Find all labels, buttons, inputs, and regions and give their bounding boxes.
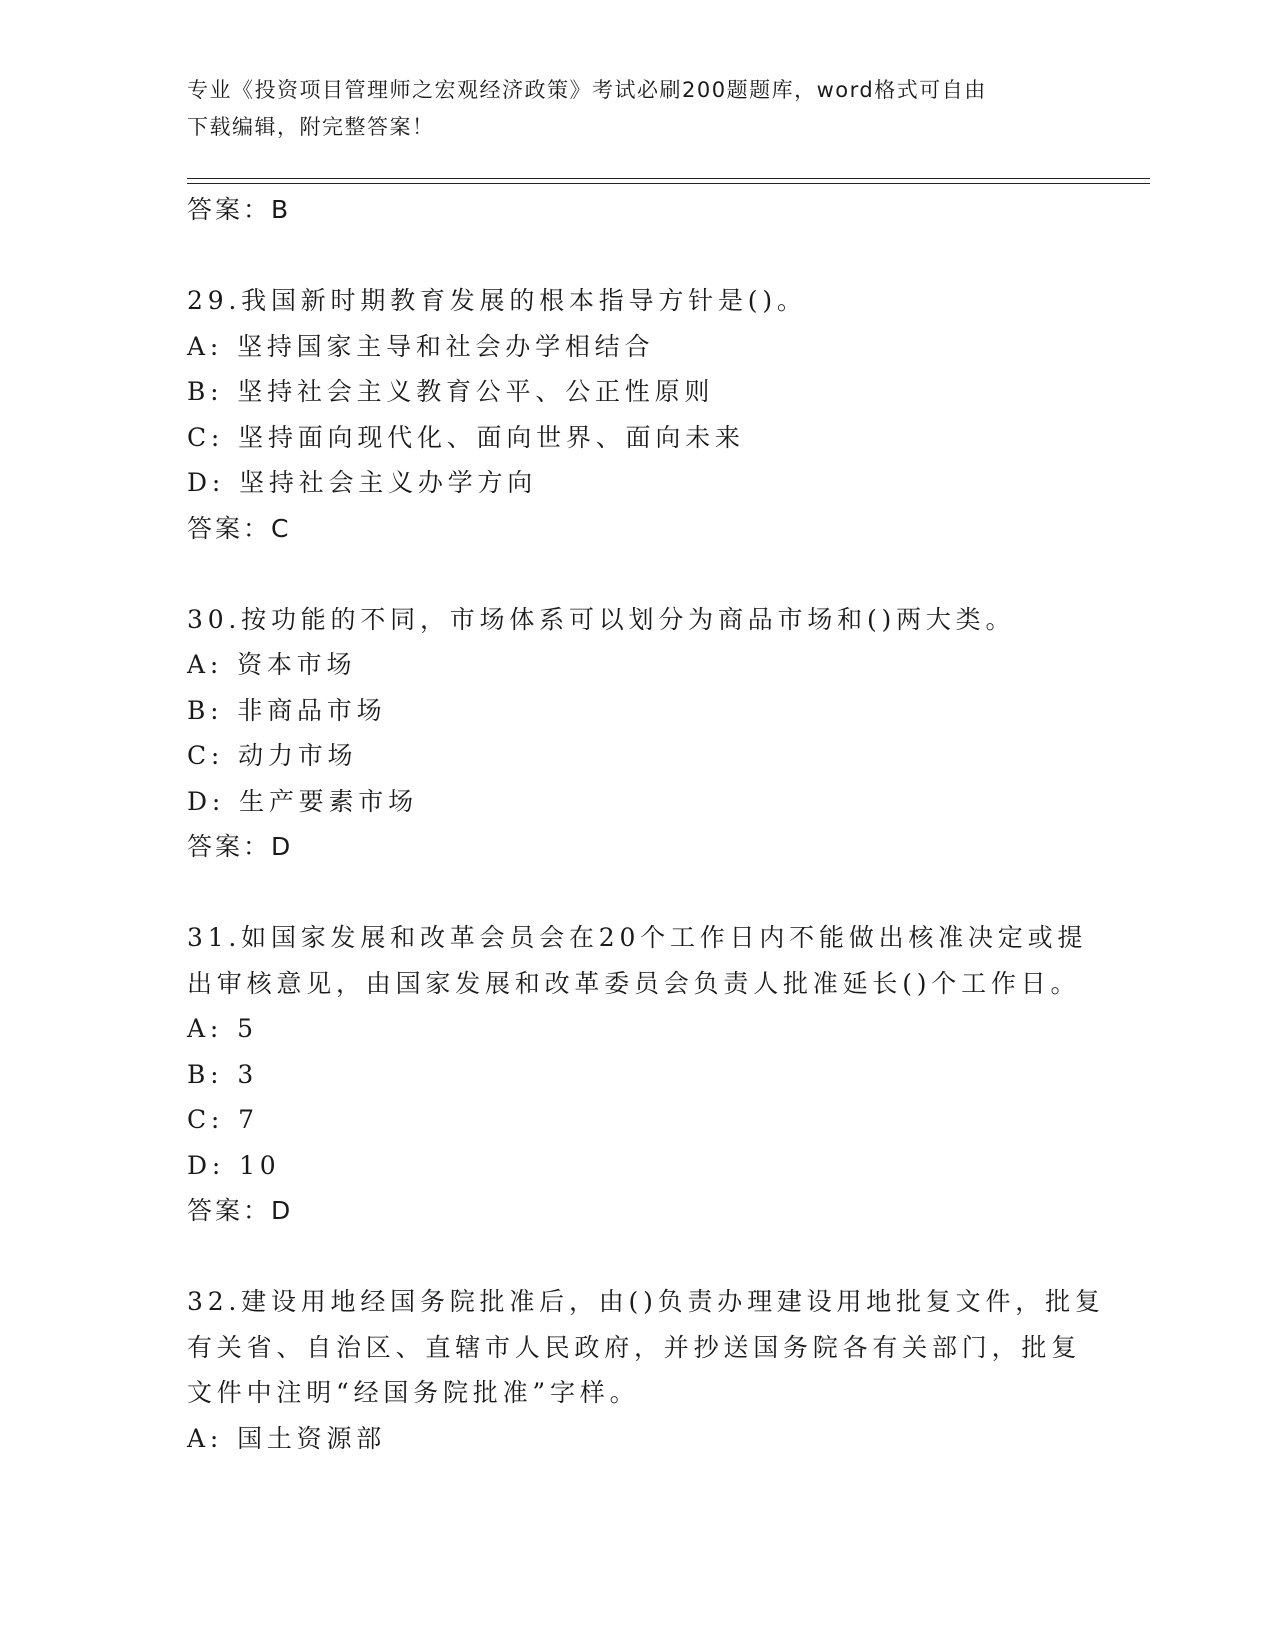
option-text: 3 <box>237 1059 259 1089</box>
option-label: C: <box>187 741 225 770</box>
answer-line: 答案：C <box>187 513 292 543</box>
question-block <box>187 597 1087 870</box>
option-text: 动力市场 <box>238 741 358 770</box>
option-d <box>187 1143 1087 1189</box>
option-label: C: <box>187 1105 225 1134</box>
option-text: 非商品市场 <box>237 695 387 725</box>
option-b <box>187 369 1087 415</box>
option-text: 资本市场 <box>237 650 357 679</box>
question-text: 31.如国家发展和改革会员会在20个工作日内不能做出核准决定或提 <box>187 923 1088 952</box>
spacer <box>187 233 1087 279</box>
option-text: 生产要素市场 <box>239 786 418 816</box>
option-label: B: <box>187 377 224 406</box>
spacer <box>187 1234 1087 1280</box>
question-text: 30.按功能的不同，市场体系可以划分为商品市场和()两大类。 <box>187 604 1016 634</box>
option-text: 国土资源部 <box>237 1423 387 1453</box>
option-text: 5 <box>237 1014 258 1043</box>
option-text: 坚持社会主义办学方向 <box>239 468 538 497</box>
option-text: 7 <box>238 1105 259 1134</box>
option-label: D: <box>187 1150 226 1180</box>
option-d <box>187 460 1087 506</box>
option-text: 10 <box>239 1150 281 1180</box>
option-a <box>187 324 1087 370</box>
answer-line: 答案：B <box>187 195 292 224</box>
question-text-continued: 出审核意见，由国家发展和改革委员会负责人批准延长()个工作日。 <box>187 968 1081 998</box>
spacer <box>187 870 1087 916</box>
option-c <box>187 733 1087 779</box>
answer-line: 答案：D <box>187 832 294 861</box>
option-label: A: <box>187 1423 224 1453</box>
question-text: 29.我国新时期教育发展的根本指导方针是()。 <box>187 286 807 315</box>
option-label: A: <box>187 650 224 679</box>
option-label: B: <box>187 695 224 725</box>
option-b <box>187 1052 1087 1098</box>
question-text-continued: 有关省、自治区、直辖市人民政府，并抄送国务院各有关部门，批复 <box>187 1332 1082 1362</box>
option-b <box>187 688 1087 734</box>
question-text: 32.建设用地经国务院批准后，由()负责办理建设用地批复文件，批复 <box>187 1287 1105 1316</box>
question-text-continued: 文件中注明“经国务院批准”字样。 <box>187 1378 640 1407</box>
option-a <box>187 642 1087 688</box>
option-label: D: <box>187 786 226 816</box>
option-label: D: <box>187 468 226 497</box>
question-block <box>187 915 1087 1234</box>
option-text: 坚持社会主义教育公平、公正性原则 <box>237 377 715 406</box>
option-a <box>187 1416 1087 1462</box>
question-block <box>187 1279 1105 1461</box>
option-d <box>187 779 1087 825</box>
option-label: C: <box>187 422 225 452</box>
answer-line: 答案：D <box>187 1196 294 1225</box>
option-a <box>187 1006 1087 1052</box>
question-list <box>187 187 1105 1461</box>
option-label: A: <box>187 1014 224 1043</box>
question-block <box>187 278 1087 551</box>
header-rule-bottom <box>187 183 1150 184</box>
option-text: 坚持面向现代化、面向世界、面向未来 <box>238 422 745 452</box>
header-line-1: 专业《投资项目管理师之宏观经济政策》考试必刷200题题库，word格式可自由 <box>187 78 987 102</box>
header-line-2: 下载编辑，附完整答案！ <box>187 115 435 139</box>
page-header <box>187 72 1067 146</box>
spacer <box>187 551 1087 597</box>
option-c <box>187 415 1087 461</box>
option-label: B: <box>187 1059 224 1089</box>
option-text: 坚持国家主导和社会办学相结合 <box>237 331 655 361</box>
option-label: A: <box>187 331 224 361</box>
header-rule-top <box>187 178 1150 179</box>
option-c <box>187 1097 1087 1143</box>
